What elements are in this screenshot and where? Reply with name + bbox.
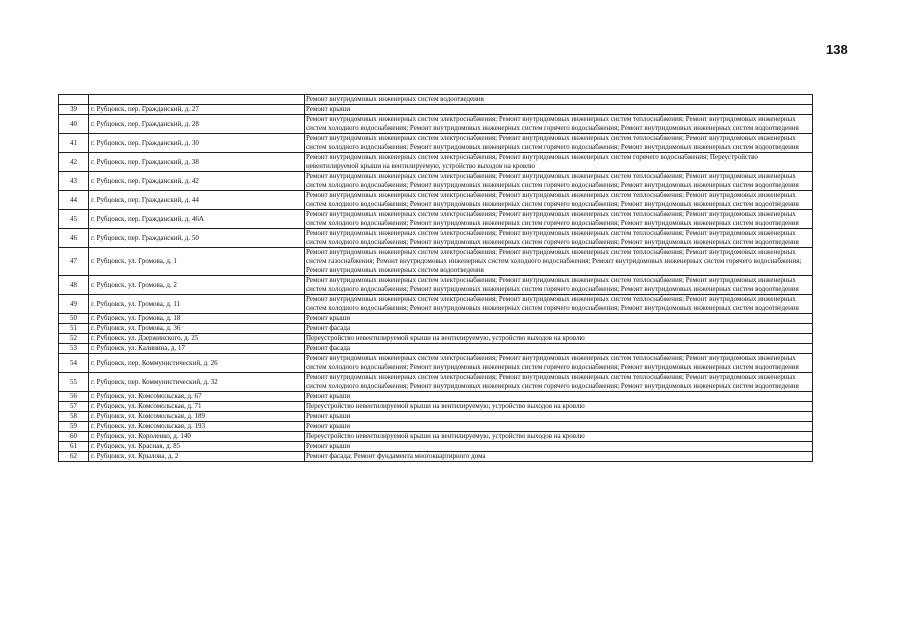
table-row <box>59 153 813 172</box>
row-work-description: Ремонт внутридомовых инженерных систем электроснабжения; Ремонт внутридомовых инженерных систем теплоснабжения; Ремонт внутридомовых инженерных систем холодного водоснабжения; Ремонт внутридомовых инженерных систем горячего водоснабжения; Ремонт внутридомовых инженерных систем водоотведения <box>305 229 813 248</box>
row-work-description: Переустройство невентилируемой крыши на вентилируемую, устройство выходов на кровлю <box>305 334 813 344</box>
row-work-description: Переустройство невентилируемой крыши на вентилируемую, устройство выходов на кровлю <box>305 402 813 412</box>
row-number: 40 <box>59 115 89 134</box>
row-work-description: Ремонт фасада <box>305 344 813 354</box>
table-body <box>59 95 813 462</box>
row-address: г. Рубцовск, ул. Громова, д. 11 <box>89 295 305 314</box>
row-work-description: Ремонт внутридомовых инженерных систем электроснабжения; Ремонт внутридомовых инженерных систем теплоснабжения; Ремонт внутридомовых инженерных систем холодного водоснабжения; Ремонт внутридомовых инженерных систем горячего водоснабжения; Ремонт внутридомовых инженерных систем водоотведения <box>305 373 813 392</box>
row-address: г. Рубцовск, ул. Комсомольская, д. 193 <box>89 422 305 432</box>
row-work-description: Ремонт внутридомовых инженерных систем электроснабжения; Ремонт внутридомовых инженерных систем теплоснабжения; Ремонт внутридомовых инженерных систем холодного водоснабжения; Ремонт внутридомовых инженерных систем горячего водоснабжения; Ремонт внутридомовых инженерных систем водоотведения <box>305 134 813 153</box>
table-row <box>59 314 813 324</box>
page-number: 138 <box>826 42 848 57</box>
table-row <box>59 392 813 402</box>
row-number: 48 <box>59 276 89 295</box>
row-number: 49 <box>59 295 89 314</box>
row-address: г. Рубцовск, ул. Комсомольская, д. 189 <box>89 412 305 422</box>
row-address: г. Рубцовск, ул. Громова, д. 18 <box>89 314 305 324</box>
table-row <box>59 334 813 344</box>
table-row <box>59 229 813 248</box>
row-work-description: Ремонт внутридомовых инженерных систем водоотведения <box>305 95 813 105</box>
row-number: 61 <box>59 442 89 452</box>
row-number: 53 <box>59 344 89 354</box>
row-number: 43 <box>59 172 89 191</box>
row-address: г. Рубцовск, пер. Гражданский, д. 50 <box>89 229 305 248</box>
row-work-description: Ремонт фасада <box>305 324 813 334</box>
row-address <box>89 95 305 105</box>
row-number: 62 <box>59 452 89 462</box>
row-address: г. Рубцовск, пер. Коммунистический, д. 26 <box>89 354 305 373</box>
row-number: 59 <box>59 422 89 432</box>
table-row <box>59 191 813 210</box>
row-work-description: Ремонт крыши <box>305 392 813 402</box>
row-number: 46 <box>59 229 89 248</box>
row-address: г. Рубцовск, пер. Гражданский, д. 30 <box>89 134 305 153</box>
row-address: г. Рубцовск, ул. Калинина, д. 17 <box>89 344 305 354</box>
row-number: 57 <box>59 402 89 412</box>
row-work-description: Ремонт крыши <box>305 105 813 115</box>
row-work-description: Ремонт внутридомовых инженерных систем электроснабжения; Ремонт внутридомовых инженерных систем теплоснабжения; Ремонт внутридомовых инженерных систем холодного водоснабжения; Ремонт внутридомовых инженерных систем горячего водоснабжения; Ремонт внутридомовых инженерных систем водоотведения <box>305 295 813 314</box>
table-row <box>59 115 813 134</box>
table-row <box>59 452 813 462</box>
table-row <box>59 442 813 452</box>
row-address: г. Рубцовск, ул. Крылова, д. 2 <box>89 452 305 462</box>
row-address: г. Рубцовск, пер. Гражданский, д. 38 <box>89 153 305 172</box>
row-work-description: Ремонт внутридомовых инженерных систем электроснабжения; Ремонт внутридомовых инженерных систем теплоснабжения; Ремонт внутридомовых инженерных систем холодного водоснабжения; Ремонт внутридомовых инженерных систем горячего водоснабжения; Ремонт внутридомовых инженерных систем водоотведения <box>305 276 813 295</box>
row-number: 50 <box>59 314 89 324</box>
row-number: 56 <box>59 392 89 402</box>
row-address: г. Рубцовск, ул. Комсомольская, д. 71 <box>89 402 305 412</box>
row-work-description: Ремонт внутридомовых инженерных систем электроснабжения; Ремонт внутридомовых инженерных систем теплоснабжения; Ремонт внутридомовых инженерных систем холодного водоснабжения; Ремонт внутридомовых инженерных систем горячего водоснабжения; Ремонт внутридомовых инженерных систем водоотведения <box>305 191 813 210</box>
row-address: г. Рубцовск, ул. Громова, д. 1 <box>89 248 305 276</box>
row-address: г. Рубцовск, ул. Комсомольская, д. 67 <box>89 392 305 402</box>
table-row <box>59 276 813 295</box>
table-row <box>59 105 813 115</box>
row-address: г. Рубцовск, ул. Дзержинского, д. 25 <box>89 334 305 344</box>
row-address: г. Рубцовск, пер. Гражданский, д. 28 <box>89 115 305 134</box>
row-number: 41 <box>59 134 89 153</box>
row-number: 44 <box>59 191 89 210</box>
table-row <box>59 324 813 334</box>
table-row <box>59 354 813 373</box>
table-row <box>59 248 813 276</box>
table-row <box>59 422 813 432</box>
row-work-description: Ремонт крыши <box>305 422 813 432</box>
row-work-description: Ремонт внутридомовых инженерных систем электроснабжения; Ремонт внутридомовых инженерных систем теплоснабжения; Ремонт внутридомовых инженерных систем холодного водоснабжения; Ремонт внутридомовых инженерных систем горячего водоснабжения; Ремонт внутридомовых инженерных систем водоотведения <box>305 354 813 373</box>
table-row <box>59 412 813 422</box>
table-row <box>59 295 813 314</box>
row-address: г. Рубцовск, пер. Гражданский, д. 46А <box>89 210 305 229</box>
repair-table <box>58 94 813 462</box>
row-address: г. Рубцовск, ул. Громова, д. 2 <box>89 276 305 295</box>
row-address: г. Рубцовск, ул. Короленко, д. 140 <box>89 432 305 442</box>
row-address: г. Рубцовск, пер. Гражданский, д. 27 <box>89 105 305 115</box>
row-number: 55 <box>59 373 89 392</box>
row-work-description: Ремонт крыши <box>305 412 813 422</box>
row-number: 45 <box>59 210 89 229</box>
row-address: г. Рубцовск, пер. Гражданский, д. 44 <box>89 191 305 210</box>
row-work-description: Переустройство невентилируемой крыши на вентилируемую, устройство выходов на кровлю <box>305 432 813 442</box>
row-address: г. Рубцовск, пер. Коммунистический, д. 32 <box>89 373 305 392</box>
table-row <box>59 402 813 412</box>
row-number: 52 <box>59 334 89 344</box>
row-number: 42 <box>59 153 89 172</box>
table-row <box>59 95 813 105</box>
table-row <box>59 432 813 442</box>
row-number: 58 <box>59 412 89 422</box>
row-number <box>59 95 89 105</box>
row-work-description: Ремонт крыши <box>305 314 813 324</box>
row-number: 39 <box>59 105 89 115</box>
table-row <box>59 210 813 229</box>
row-work-description: Ремонт фасада; Ремонт фундамента многоквартирного дома <box>305 452 813 462</box>
row-work-description: Ремонт внутридомовых инженерных систем электроснабжения; Ремонт внутридомовых инженерных систем теплоснабжения; Ремонт внутридомовых инженерных систем холодного водоснабжения; Ремонт внутридомовых инженерных систем горячего водоснабжения; Ремонт внутридомовых инженерных систем водоотведения <box>305 210 813 229</box>
row-address: г. Рубцовск, ул. Красная, д. 85 <box>89 442 305 452</box>
row-number: 51 <box>59 324 89 334</box>
table-row <box>59 373 813 392</box>
table-row <box>59 344 813 354</box>
row-work-description: Ремонт крыши <box>305 442 813 452</box>
row-number: 60 <box>59 432 89 442</box>
row-work-description: Ремонт внутридомовых инженерных систем электроснабжения; Ремонт внутридомовых инженерных систем теплоснабжения; Ремонт внутридомовых инженерных систем газоснабжения; Ремонт внутридомовых инженерных систем холодного водоснабжения; Ремонт внутридомовых инженерных систем горячего водоснабжения; Ремонт внутридомовых инженерных систем водоотведения <box>305 248 813 276</box>
row-work-description: Ремонт внутридомовых инженерных систем электроснабжения; Ремонт внутридомовых инженерных систем горячего водоснабжения; Переустройство невентилируемой крыши на вентилируемую, устройство выходов на кровлю <box>305 153 813 172</box>
row-number: 54 <box>59 354 89 373</box>
row-number: 47 <box>59 248 89 276</box>
row-work-description: Ремонт внутридомовых инженерных систем электроснабжения; Ремонт внутридомовых инженерных систем теплоснабжения; Ремонт внутридомовых инженерных систем холодного водоснабжения; Ремонт внутридомовых инженерных систем горячего водоснабжения; Ремонт внутридомовых инженерных систем водоотведения <box>305 172 813 191</box>
row-work-description: Ремонт внутридомовых инженерных систем электроснабжения; Ремонт внутридомовых инженерных систем теплоснабжения; Ремонт внутридомовых инженерных систем холодного водоснабжения; Ремонт внутридомовых инженерных систем горячего водоснабжения; Ремонт внутридомовых инженерных систем водоотведения <box>305 115 813 134</box>
table-row <box>59 172 813 191</box>
row-address: г. Рубцовск, пер. Гражданский, д. 42 <box>89 172 305 191</box>
table-row <box>59 134 813 153</box>
row-address: г. Рубцовск, ул. Громова, д. 36 <box>89 324 305 334</box>
